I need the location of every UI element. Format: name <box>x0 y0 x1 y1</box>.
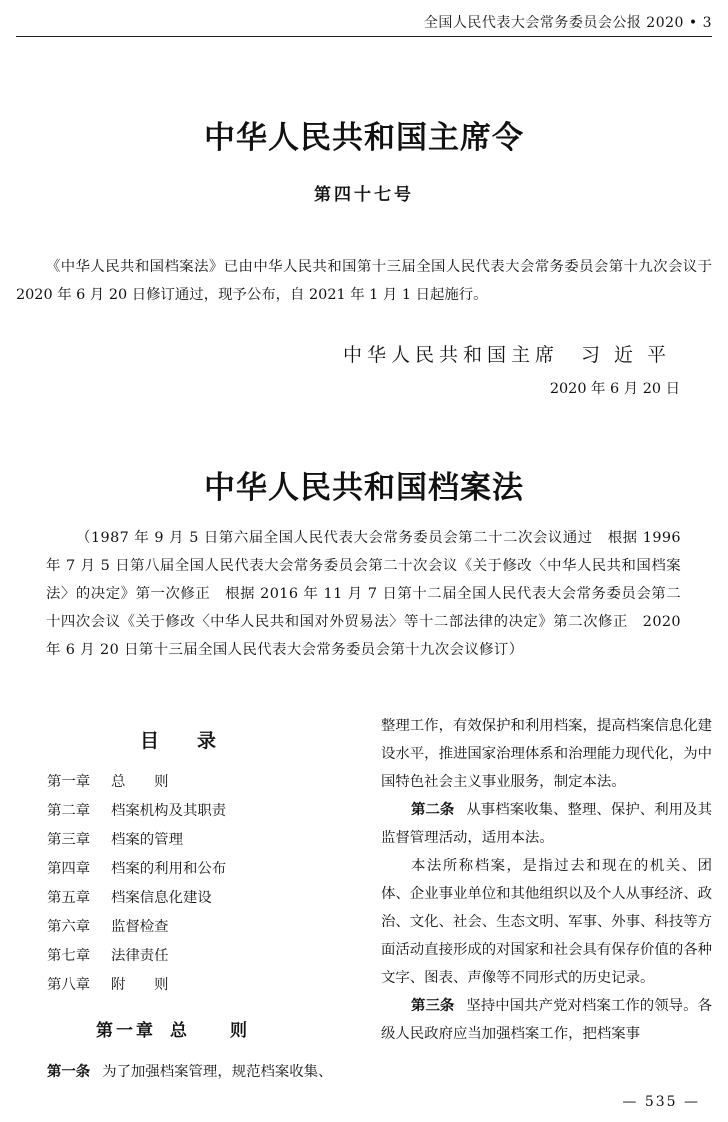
chapter-heading: 第一章 总 则 <box>96 1021 250 1041</box>
toc-item: 第七章 法律责任 <box>47 948 169 964</box>
toc-item: 第二章 档案机构及其职责 <box>47 803 227 819</box>
toc-item: 第一章 总 则 <box>47 774 169 790</box>
toc-item: 第三章 档案的管理 <box>47 832 183 848</box>
signature-date: 2020 年 6 月 20 日 <box>549 381 680 397</box>
toc-item: 第四章 档案的利用和公布 <box>47 861 227 877</box>
signature <box>343 340 680 367</box>
order-number: 第四十七号 <box>314 185 414 205</box>
article-3: 第三条 坚持中国共产党对档案工作的领导。各级人民政府应当加强档案工作，把档案事 <box>381 997 712 1042</box>
toc-item: 第八章 附 则 <box>47 977 169 993</box>
article-2-para-2: 本法所称档案，是指过去和现在的机关、团体、企业事业单位和其他组织以及个人从事经济、政治、文化、社会、生态文明、军事、外事、科技等方面活动直接形成的对国家和社会具有保存价值的各种文字、图表、声像等不同形式的历史记录。 <box>381 858 712 986</box>
journal-header: 全国人民代表大会常务委员会公报 2020 • 3 <box>423 15 712 31</box>
page-number: — 535 — <box>622 1094 700 1110</box>
article-1-start: 第一条 为了加强档案管理，规范档案收集、 <box>47 1063 333 1080</box>
signature-title: 中华人民共和国主席 <box>343 344 560 366</box>
page-header <box>16 0 712 37</box>
article-1-cont: 整理工作，有效保护和利用档案，提高档案信息化建设水平，推进国家治理体系和治理能力现代化，为中国特色社会主义事业服务，制定本法。 <box>381 718 712 790</box>
law-history: （1987 年 9 月 5 日第六届全国人民代表大会常务委员会第二十二次会议通过 根据 1996 年 7 月 5 日第八届全国人民代表大会常务委员会第二十次会议《关于修改〈中华人民共和国档案法〉的决定》第一次修正 根据 2016 年 11 月 7 日第十二届全国人民代表大会常务委员会第二十四次会议《关于修改〈中华人民共和国对外贸易法〉等十二部法律的决定》第二次修正 2020 年 6 月 20 日第十三届全国人民代表大会常务委员会第十九次会议修订） <box>46 530 681 658</box>
table-of-contents <box>47 768 226 1000</box>
announcement: 《中华人民共和国档案法》已由中华人民共和国第十三届全国人民代表大会常务委员会第十九次会议于 2020 年 6 月 20 日修订通过，现予公布，自 2021 年 1 月 1 日起施行。 <box>16 259 712 303</box>
toc-item: 第六章 监督检查 <box>47 919 169 935</box>
order-title: 中华人民共和国主席令 <box>204 120 524 156</box>
toc-item: 第五章 档案信息化建设 <box>47 890 212 906</box>
article-label: 第一条 <box>47 1063 91 1080</box>
article-2: 第二条 从事档案收集、整理、保护、利用及其监督管理活动，适用本法。 <box>381 801 712 846</box>
law-title: 中华人民共和国档案法 <box>204 470 524 506</box>
toc-title: 目录 <box>140 730 255 752</box>
right-column <box>381 712 712 1048</box>
signature-name: 习近平 <box>581 344 681 366</box>
